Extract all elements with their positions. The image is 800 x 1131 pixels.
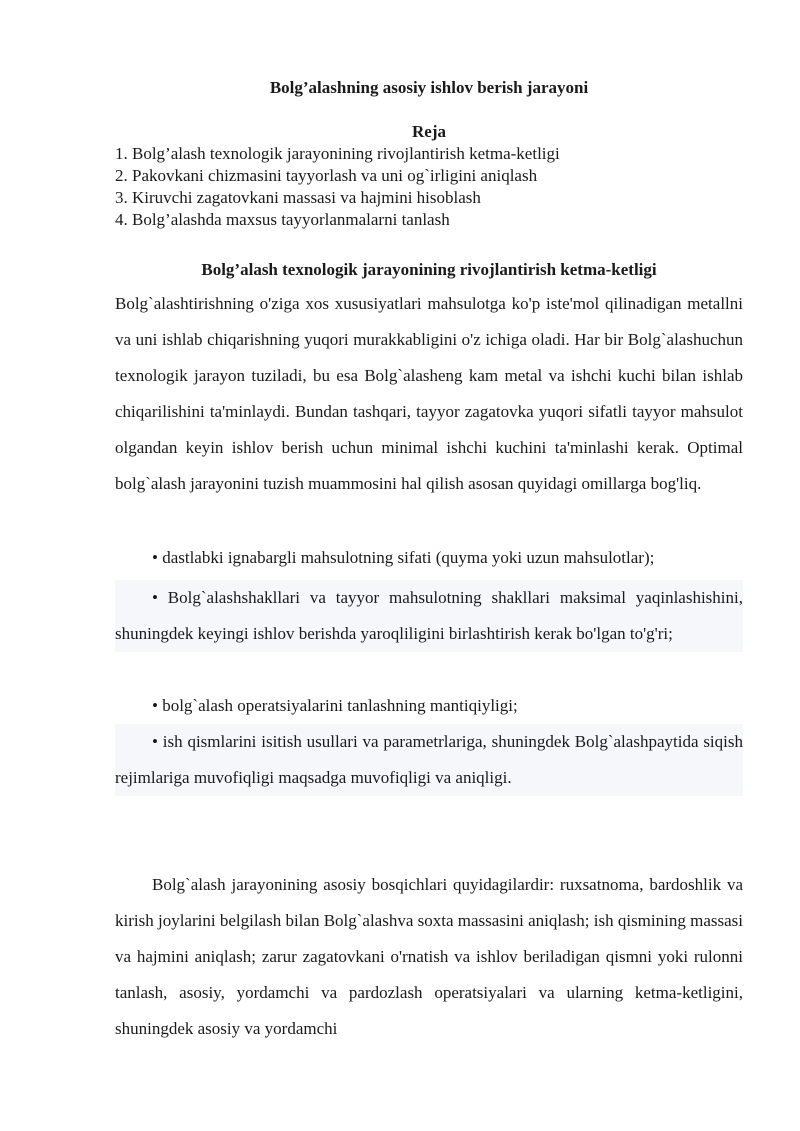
bullet-item: • ish qismlarini isitish usullari va parametrlariga, shuningdek Bolg`alashpaytida siqish rejimlariga muvofiqligi maqsadga muvofiqligi va aniqligi. xyxy=(115,724,743,796)
plan-heading: Reja xyxy=(412,122,446,141)
section-heading: Bolg’alash texnologik jarayonining rivojlantirish ketma-ketligi xyxy=(201,260,657,279)
bullet-item: • Bolg`alashshakllari va tayyor mahsulotning shakllari maksimal yaqinlashishini, shuningdek keyingi ishlov berishda yaroqliligini birlashtirish kerak bo'lgan to'g'ri; xyxy=(115,580,743,652)
plan-item: 4. Bolg’alashda maxsus tayyorlanmalarni tanlash xyxy=(115,210,450,229)
plan-item: 2. Pakovkani chizmasini tayyorlash va uni og`irligini aniqlash xyxy=(115,166,538,185)
bullet-item: • dastlabki ignabargli mahsulotning sifati (quyma yoki uzun mahsulotlar); xyxy=(152,548,655,567)
plan-item: 1. Bolg’alash texnologik jarayonining rivojlantirish ketma-ketligi xyxy=(115,144,560,163)
document-title: Bolg’alashning asosiy ishlov berish jarayoni xyxy=(269,78,589,97)
bullet-item: • bolg`alash operatsiyalarini tanlashning mantiqiyligi; xyxy=(152,696,518,715)
body-paragraph: Bolg`alash jarayonining asosiy bosqichlari quyidagilardir: ruxsatnoma, bardoshlik va kirish joylarini belgilash bilan Bolg`alashva soxta massasini aniqlash; ish qismining massasi va hajmini aniqlash; zarur zagatovkani o'rnatish va ishlov beriladigan qismni yoki rulonni tanlash, asosiy, yordamchi va pardozlash operatsiyalari va ularning ketma-ketligini, shuningdek asosiy va yordamchi xyxy=(115,875,743,1038)
plan-list xyxy=(115,143,743,231)
body-paragraph: Bolg`alashtirishning o'ziga xos xususiyatlari mahsulotga ko'p iste'mol qilinadigan metallni va uni ishlab chiqarishning yuqori murakkabligini o'z ichiga oladi. Har bir Bolg`alashuchun texnologik jarayon tuziladi, bu esa Bolg`alasheng kam metal va ishchi kuchi bilan ishlab chiqarilishini ta'minlaydi. Bundan tashqari, tayyor zagatovka yuqori sifatli tayyor mahsulot olgandan keyin ishlov berish uchun minimal ishchi kuchini ta'minlashi kerak. Optimal bolg`alash jarayonini tuzish muammosini hal qilish asosan quyidagi omillarga bog'liq. xyxy=(115,294,743,493)
plan-item: 3. Kiruvchi zagatovkani massasi va hajmini hisoblash xyxy=(115,188,481,207)
